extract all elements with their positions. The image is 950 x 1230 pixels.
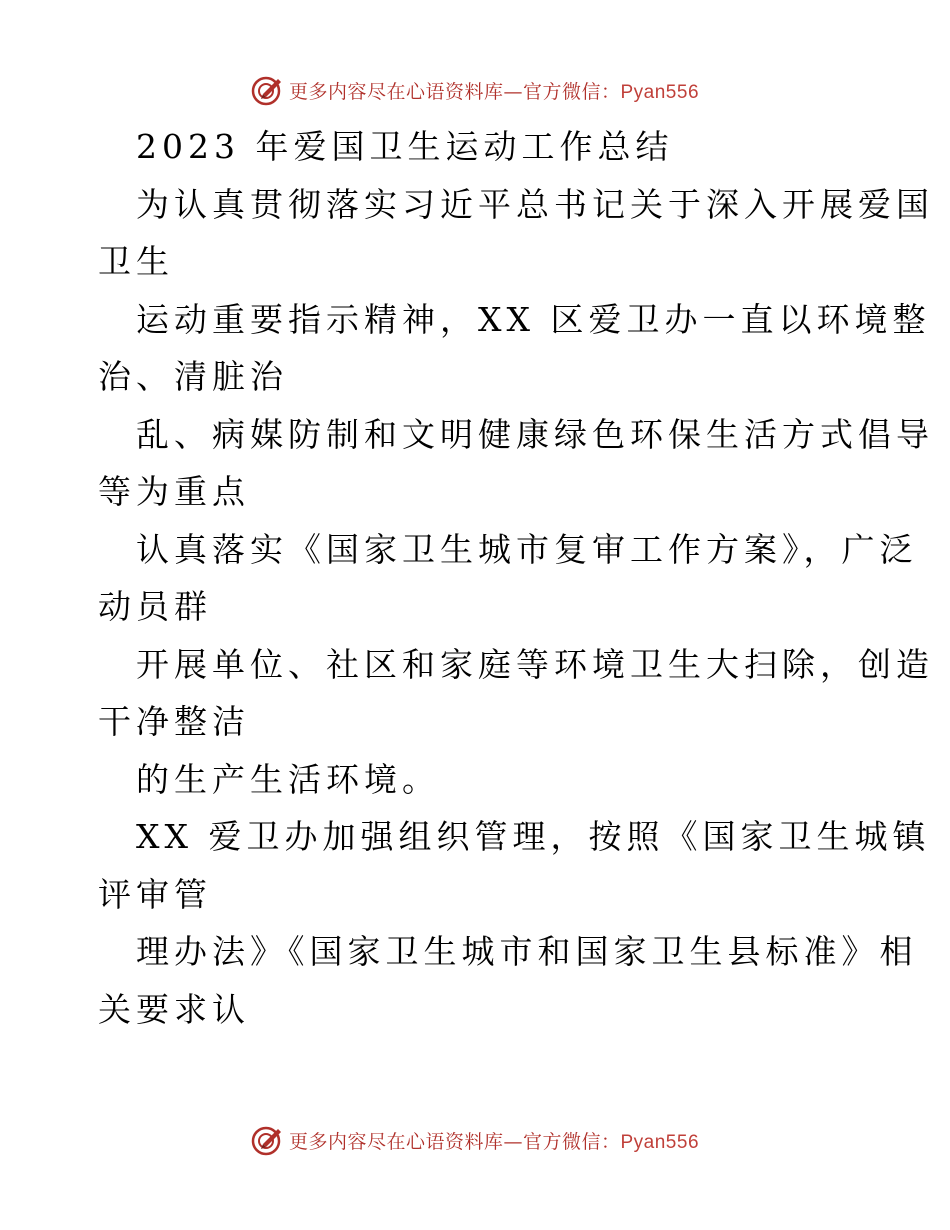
document-line: 动员群 [98,587,212,626]
document-line: 干净整洁 [98,702,250,741]
document-line: 卫生 [98,242,174,281]
document-line: 乱、病媒防制和文明健康绿色环保生活方式倡导 [136,414,934,454]
document-line: 评审管 [98,874,212,914]
footer-watermark-banner [0,1120,950,1160]
banner-separator: — [503,80,523,103]
pen-nib-logo-icon [251,1123,285,1157]
document-line: 运动重要指示精神，XX 区爱卫办一直以环境整 [136,299,931,339]
document-body [98,118,934,1038]
banner-separator: — [503,1130,523,1153]
pen-nib-logo-icon [251,73,285,107]
document-line: XX 爱卫办加强组织管理，按照《国家卫生城镇 [136,817,931,856]
document-line: 等为重点 [98,472,250,511]
document-line: 治、清脏治 [98,357,288,396]
banner-text: 更多内容尽在心语资料库 [288,1130,504,1153]
banner-wechat-id: Pyan556 [620,1131,700,1153]
banner-wechat-label: 官方微信： [522,1130,621,1153]
header-watermark-banner [0,70,950,110]
document-line: 为认真贯彻落实习近平总书记关于深入开展爱国 [136,184,934,224]
document-line: 的生产生活环境。 [136,759,440,799]
banner-wechat-label: 官方微信： [522,80,621,103]
document-title: 2023 年爱国卫生运动工作总结 [136,127,674,166]
document-line: 开展单位、社区和家庭等环境卫生大扫除，创造 [136,644,934,684]
document-line: 理办法》《国家卫生城市和国家卫生县标准》相 [136,932,918,971]
banner-text: 更多内容尽在心语资料库 [288,80,504,103]
document-line: 关要求认 [98,989,250,1029]
document-line: 认真落实《国家卫生城市复审工作方案》，广泛 [136,529,918,569]
banner-wechat-id: Pyan556 [620,81,700,103]
